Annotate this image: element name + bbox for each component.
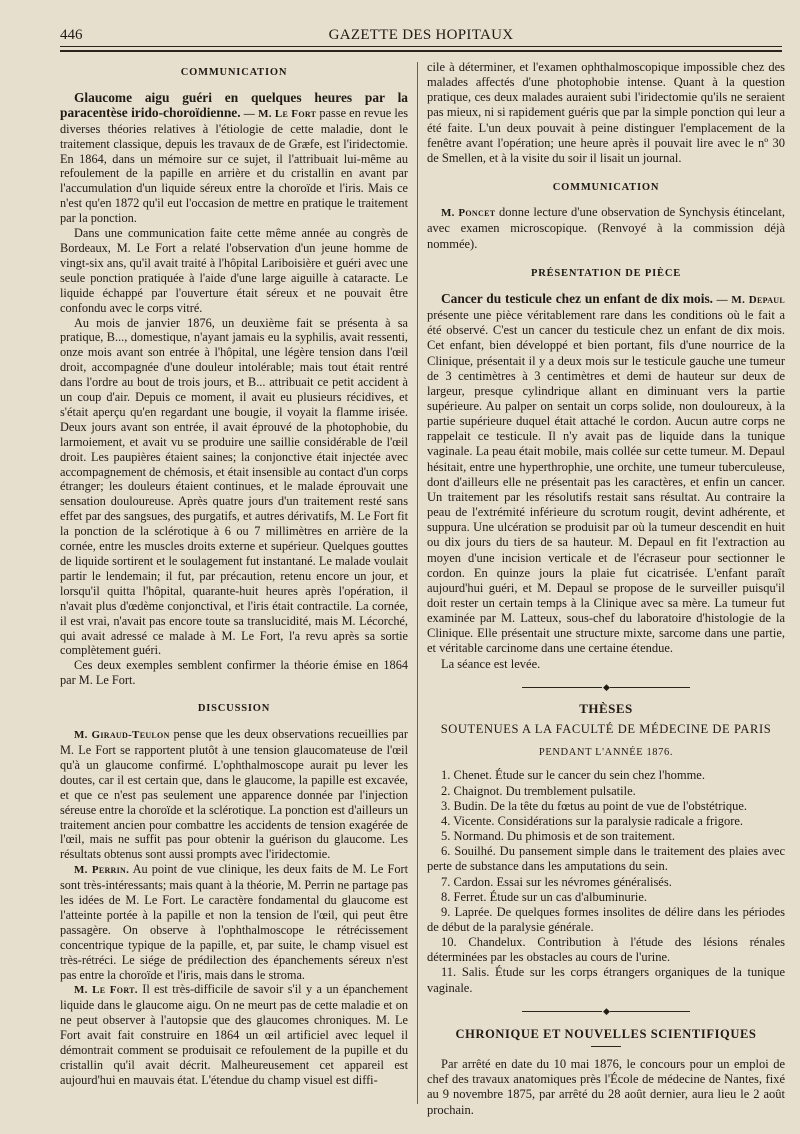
- speaker-name: — M. Le Fort: [243, 107, 317, 120]
- list-item: 2. Chaignot. Du tremblement pulsatile.: [441, 783, 636, 798]
- paragraph: Au mois de janvier 1876, un deuxième fait se présenta à sa pratique, B..., domestique, n'ayant jamais eu la syphilis, avait ressenti, onze mois avant son entrée à l'hôpital, une légère tension dans l'œil droit, accompagnée d'une douleur intolérable; mais tout était rentré dans l'ordre au bout de trois jours, et B... attribuait ce petit accident à un coup d'air. Depuis ce moment, il avait eu plusieurs récidives, et s'était aperçu qu'en regardant une bougie, il voyait la flamme irisée. Deux jours avant son entrée, il avait éprouvé de la photophobie, du larmoiement, et avait vu se produire une saillie considérable de l'œil droit. Les paupières étaient saines; la conjonctive était injectée avec accompagnement de chémosis, et était insensible au contact d'un corps étranger; les douleurs étaient continues, et le malade éprouvait une sensation douloureuse. Après quatre jours d'un traitement resté sans effet par des sangsues, des purgatifs, et autres dérivatifs, M. Le Fort fit la ponction de la sclérotique à 6 ou 7 millimètres en arrière de la cornée, entre les muscles droits externe et supérieur. Quelques gouttes de liquide sortirent et le soulagement fut instantané. Le malade voulait partir le lendemain; il fut, par précaution, retenu encore un jour, et lorsqu'il quitta l'hôpital, quarante-huit heures après l'opération, il n'avait plus d'œdème conjonctival, et l'iris était contractile. La cornée, il est vrai, n'avait pas encore toute sa translucidité, mais M. Lécorché, qui avait adressé ce malade à M. Le Fort, l'a revu après sa sortie complètement guéri.: [60, 315, 408, 658]
- short-rule: [591, 1046, 621, 1047]
- list-item: 5. Normand. Du phimosis et de son traitement.: [441, 829, 675, 844]
- column-divider: [417, 62, 418, 1104]
- section-heading-chronique: CHRONIQUE ET NOUVELLES SCIENTIFIQUES: [455, 1026, 757, 1041]
- section-heading-theses: THÈSES: [579, 700, 633, 716]
- list-item: 1. Chenet. Étude sur le cancer du sein chez l'homme.: [441, 768, 705, 783]
- header-rule: [60, 46, 782, 47]
- speaker-name: M. Perrin.: [74, 864, 130, 877]
- article-title: Glaucome aigu guéri en quelques heures par la paracentèse irido-choroïdienne.: [60, 89, 408, 120]
- separator-ornament: ◆: [427, 680, 785, 695]
- paragraph: Ces deux exemples semblent confirmer la théorie émise en 1864 par M. Le Fort.: [60, 658, 408, 688]
- list-item: 4. Vicente. Considérations sur la paralysie radicale a frigore.: [441, 813, 744, 828]
- speaker-name: M. Poncet: [441, 207, 496, 220]
- theses-year: PENDANT L'ANNÉE 1876.: [538, 747, 674, 759]
- journal-title: GAZETTE DES HOPITAUX: [328, 27, 514, 43]
- speaker-name: M. Giraud-Teulon: [74, 729, 170, 742]
- list-item: 10. Chandelux. Contribution à l'étude des lésions rénales déterminées par les obstacles au cours de l'urine.: [427, 935, 785, 965]
- list-item: 3. Budin. De la tête du fœtus au point de vue de l'obstétrique.: [441, 798, 748, 813]
- list-item: 8. Ferret. Étude sur un cas d'albuminurie.: [441, 889, 648, 904]
- list-item: 7. Cardon. Essai sur les névromes généralisés.: [441, 874, 672, 889]
- theses-list: [427, 768, 785, 995]
- theses-subtitle: SOUTENUES A LA FACULTÉ DE MÉDECINE DE PARIS: [440, 722, 772, 737]
- paragraph: La séance est levée.: [441, 656, 541, 671]
- section-heading-communication: COMMUNICATION: [552, 182, 660, 194]
- speaker-name: M. Le Fort.: [74, 984, 138, 997]
- section-heading-presentation: PRÉSENTATION DE PIÈCE: [530, 267, 682, 279]
- paragraph: M. Poncet donne lecture d'une observation de Synchysis étincelant, avec examen microscopique. (Renvoyé à la commission déjà nommée).: [427, 205, 785, 251]
- list-item: 9. Laprée. De quelques formes insolites de délire dans les périodes de début de la paralysie générale.: [427, 904, 785, 934]
- paragraph: Cancer du testicule chez un enfant de dix mois. — M. Depaul présente une pièce véritablement rare dans les conditions où le fait a été observé. C'est un cancer du testicule chez un enfant de dix mois. Cet enfant, bien développé et bien portant, fils d'une nourrice de la Clinique, présentait il y a deux mois sur le testicule gauche une tumeur de 3 centimètres à 3 centimètres et demi de hauteur sur deux de largeur, presque cylindrique allant en diminuant vers la partie supérieure. Au palper on sentait un corps solide, non douloureux, à la partie supérieure duquel était attaché le cordon. Aucun autre corps ne rappelait ce testicule. Il n'y avait pas de liquide dans la tunique vaginale. La peau était mobile, mais collée sur cette tumeur. M. Depaul hésitait, entre une hyperthrophie, une orchite, une tumeur tuberculeuse, dont d'ailleurs elle ne présentait pas les caractères, et enfin un cancer. Un traitement par les résolutifs restait sans résultat. Au contraire la peau de l'extrémité inférieure du scrotum rougit, devint adhérente, et suppura. Une ulcération se produisit par où la tumeur descendit en huit ou dix jours du tiers de sa hauteur. M. Depaul en fit l'extraction au moyen d'une incision verticale et de l'écraseur pour sectionner le cordon. En quinze jours la plaie fut cicatrisée. L'enfant paraît aujourd'hui guéri, et M. Depaul se propose de le surveiller puisqu'il doit rester un certain temps à la Clinique avec sa mère. La tumeur fut examinée par M. Latteux, sous-chef du laboratoire d'histologie de la Clinique. Elle présentait une structure mixte, sarcome dans une partie, et véritable carcinome dans une certaine étendue.: [427, 290, 785, 656]
- paragraph: M. Perrin. Au point de vue clinique, les deux faits de M. Le Fort sont très-intéressants; mais quant à la théorie, M. Perrin ne partage pas les idées de M. Le Fort. Le caractère fondamental du glaucome est l'atteinte portée à la papille et non la tension de l'œil, qui peut être passagère. On observe à l'ophthalmoscope le rétrécissement concentrique typique de la papille, et, par suite, le champ visuel est très-rétréci. Le siége de prédilection des épanchements séreux n'est pas entre la choroïde et l'iris, mais dans le stroma.: [60, 862, 408, 982]
- list-item: 11. Salis. Étude sur les corps étrangers organiques de la tunique vaginale.: [427, 965, 785, 995]
- page-header: [60, 25, 782, 47]
- paragraph: Par arrêté en date du 10 mai 1876, le concours pour un emploi de chef des travaux anatomiques près l'École de médecine de Nantes, fixé au 9 novembre 1875, par arrêté du 28 août dernier, aura lieu le 2 août prochain.: [427, 1057, 785, 1117]
- paragraph: M. Le Fort. Il est très-difficile de savoir s'il y a un épanchement liquide dans le glaucome aigu. On ne meurt pas de cette maladie et on ne peut observer à l'autopsie que des glaucomes chroniques. M. Le Fort avait fait construire en 1864 un œil artificiel avec lequel il démontrait comment se produisait ce refoulement de la pupille et du cristallin qu'il avait décrit. Malheureusement cet appareil est aujourd'hui en mauvais état. L'étendue du champ visuel est diffi-: [60, 982, 408, 1087]
- paragraph: Dans une communication faite cette même année au congrès de Bordeaux, M. Le Fort a relaté l'observation d'un jeune homme de vingt-six ans, qu'il avait traité à l'hôpital Lariboisière et guéri avec une seule ponction pratiquée à l'aide d'une large aiguille à cataracte. Le liquide échappé par l'ouverture était séreux et ne pouvait être confondu avec le corps vitré.: [60, 226, 408, 315]
- paragraph: M. Giraud-Teulon pense que les deux observations recueillies par M. Le Fort se rapportent plutôt à une tension glaucomateuse de l'œil qu'à un glaucome confirmé. L'ophthalmoscope aurait pu lever les doutes, car il est certain que, dans le glaucome, la papille est excavée, et que ce n'est pas seulement une apparence donnée par l'injection séreuse entre la choroïde et la sclérotique. La ponction est d'ailleurs un traitement ancien pour combattre les accidents de tension exagérée de l'œil, mais ne suffit pas pour obtenir la guérison du glaucome. Les résultats obtenus sont aussi prompts avec l'iridectomie.: [60, 727, 408, 862]
- section-heading-communication: COMMUNICATION: [180, 67, 288, 78]
- right-column: [427, 60, 785, 1118]
- speaker-name: — M. Depaul: [713, 293, 785, 306]
- left-column: [60, 60, 408, 1088]
- header-rule-thick: [60, 50, 782, 52]
- paragraph: cile à déterminer, et l'examen ophthalmoscopique impossible chez des malades affectés d'une photophobie intense. Quant à la question pratique, ces deux malades auraient subi l'iridectomie qu'ils ne seraient pas mieux, ni si rapidement guéris que par la simple ponction qui leur a été faite. L'un deux pouvait à peine distinguer l'emplacement de la fenêtre avant l'opération; une heure après il pouvait lire avec le nº 30 de Smellen, et à la visite du soir il lisait un journal.: [427, 60, 785, 165]
- separator-ornament: ◆: [427, 1004, 785, 1019]
- section-heading-discussion: DISCUSSION: [197, 703, 271, 715]
- article-title: Cancer du testicule chez un enfant de dix mois.: [441, 290, 714, 306]
- paragraph: Glaucome aigu guéri en quelques heures par la paracentèse irido-choroïdienne. — M. Le Fort passe en revue les diverses théories relatives à l'étiologie de cette maladie, dont le traitement classique, depuis les travaux de de Græfe, est l'iridectomie. En 1864, dans un mémoire sur ce sujet, il l'attribuait lui-même au refoulement de la papille en arrière et du cristallin en avant par l'accumulation d'un liquide séreux entre la choroïde et l'iris. Mais ce n'est qu'en 1872 qu'il eut l'occasion de mettre en pratique le traitement par la ponction.: [60, 89, 408, 226]
- list-item: 6. Souilhé. Du pansement simple dans le traitement des plaies avec perte de substance dans les amputations du sein.: [427, 844, 785, 874]
- page-number: 446: [60, 27, 83, 43]
